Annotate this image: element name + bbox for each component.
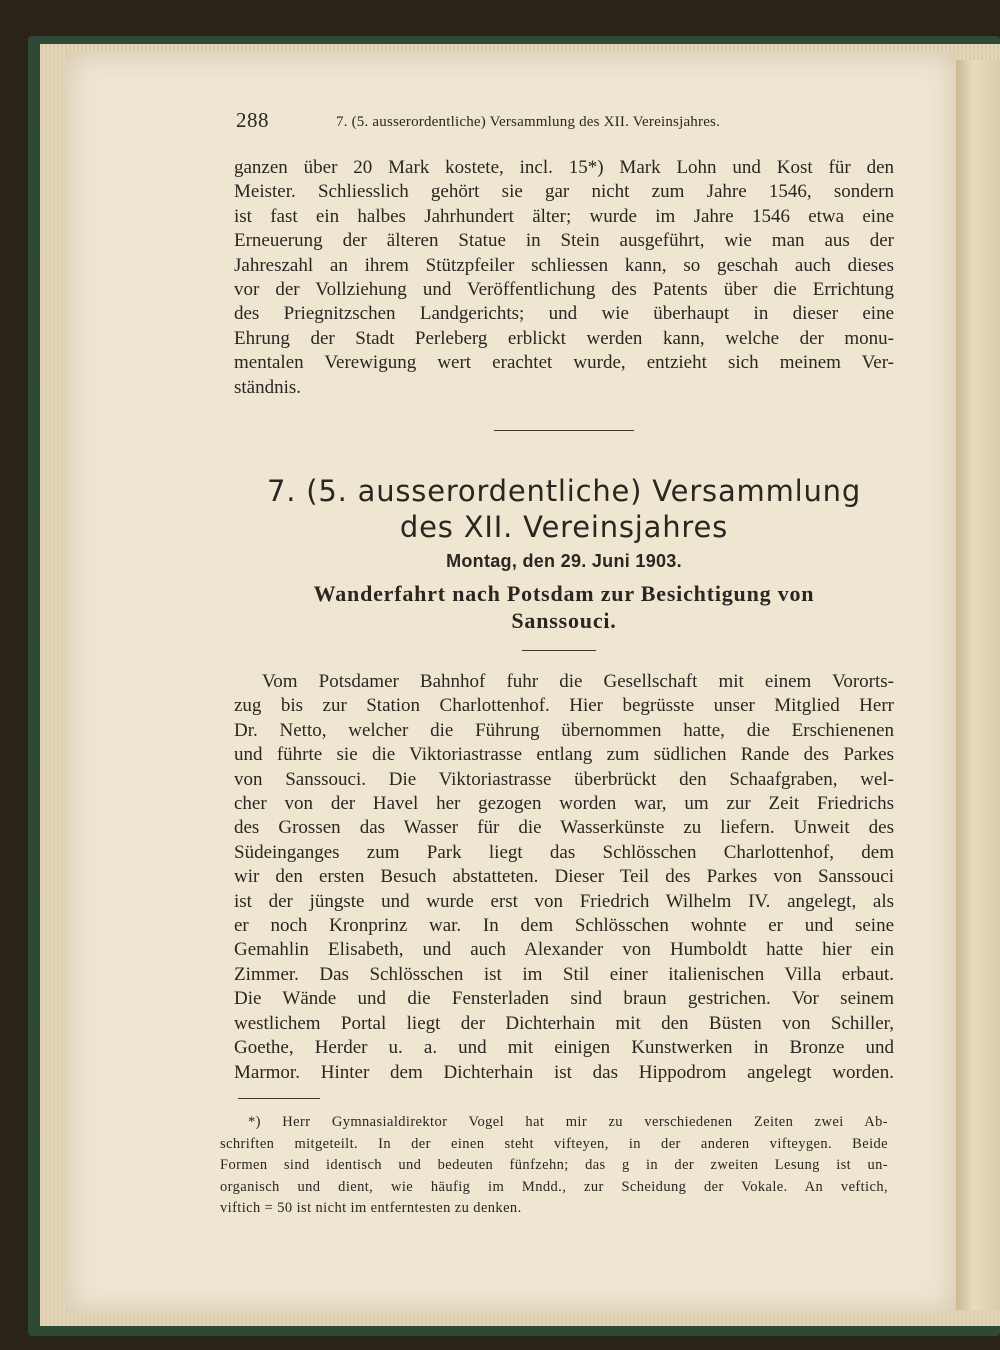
text-line: des Grossen das Wasser für die Wasserkünste zu liefern. Unweit des xyxy=(234,817,894,839)
page-number: 288 xyxy=(236,108,269,132)
running-head: 7. (5. ausserordentliche) Versammlung des XII. Vereinsjahres. xyxy=(336,114,721,130)
footnote-line: viftich = 50 ist nicht im entferntesten zu denken. xyxy=(220,1200,522,1216)
continuation-paragraph xyxy=(234,156,894,400)
text-line: westlichem Portal liegt der Dichterhain mit den Büsten von Schiller, xyxy=(234,1012,894,1034)
text-line: Erneuerung der älteren Statue in Stein ausgeführt, wie man aus der xyxy=(234,230,894,252)
text-line: Marmor. Hinter dem Dichterhain ist das Hippodrom angelegt worden. xyxy=(234,1061,894,1083)
text-line: er noch Kronprinz war. In dem Schlösschen wohnte er und seine xyxy=(234,915,894,937)
text-line: ganzen über 20 Mark kostete, incl. 15*) Mark Lohn und Kost für den xyxy=(234,157,894,178)
subtitle-line-1: Wanderfahrt nach Potsdam zur Besichtigung von xyxy=(313,581,815,606)
text-line: cher von der Havel her gezogen worden war, um zur Zeit Friedrichs xyxy=(234,793,894,815)
footnote-line: schriften mitgeteilt. In der einen steht vifteyen, in der anderen vifteygen. Beide xyxy=(220,1135,888,1152)
facing-page-edge xyxy=(956,60,1000,1310)
text-line: von Sanssouci. Die Viktoriastrasse überbrückt den Schaafgraben, wel- xyxy=(234,768,894,790)
text-line: vor der Vollziehung und Veröffentlichung des Patents über die Errichtung xyxy=(234,279,894,301)
text-line: Die Wände und die Fensterladen sind braun gestrichen. Vor seinem xyxy=(234,988,894,1010)
page-header xyxy=(236,108,896,138)
text-line: Ehrung der Stadt Perleberg erblickt werden kann, welche der monu- xyxy=(234,327,894,349)
footnote-line: *) Herr Gymnasialdirektor Vogel hat mir zu verschiedenen Zeiten zwei Ab- xyxy=(248,1114,888,1130)
text-line: Dr. Netto, welcher die Führung übernommen hatte, die Erschienenen xyxy=(234,719,894,741)
section-divider xyxy=(494,430,634,431)
text-line: ist fast ein halbes Jahrhundert älter; wurde im Jahre 1546 etwa eine xyxy=(234,205,894,227)
footnote-divider xyxy=(238,1098,320,1099)
text-line: des Priegnitzschen Landgerichts; und wie überhaupt in dieser eine xyxy=(234,303,894,325)
text-line: ist der jüngste und wurde erst von Friedrich Wilhelm IV. angelegt, als xyxy=(234,890,894,912)
text-line: Jahreszahl an ihrem Stützpfeiler schliessen kann, so geschah auch dieses xyxy=(234,254,894,276)
text-line: Meister. Schliesslich gehört sie gar nicht zum Jahre 1546, sondern xyxy=(234,181,894,203)
meeting-date: Montag, den 29. Juni 1903. xyxy=(446,551,682,571)
subtitle-divider xyxy=(522,650,596,651)
body-paragraph xyxy=(234,670,894,1085)
text-line: zug bis zur Station Charlottenhof. Hier begrüsste unser Mitglied Herr xyxy=(234,695,894,717)
text-line: Gemahlin Elisabeth, und auch Alexander von Humboldt hatte hier ein xyxy=(234,939,894,961)
subtitle-line-2: Sanssouci. xyxy=(511,608,617,633)
section-title-line-2: des XII. Vereinsjahres xyxy=(399,510,729,544)
text-line: ständnis. xyxy=(234,376,302,398)
section-subtitle xyxy=(234,580,894,634)
text-line: und führte sie die Viktoriastrasse entlang zum südlichen Rande des Parkes xyxy=(234,744,894,766)
text-line: Goethe, Herder u. a. und mit einigen Kunstwerken in Bronze und xyxy=(234,1037,894,1059)
footnote-line: Formen sind identisch und bedeuten fünfzehn; das g in der zweiten Lesung ist un- xyxy=(220,1157,888,1173)
text-line: wir den ersten Besuch abstatteten. Dieser Teil des Parkes von Sanssouci xyxy=(234,866,894,888)
text-line: mentalen Verewigung wert erachtet wurde, entzieht sich meinem Ver- xyxy=(234,352,894,374)
text-line: Südeinganges zum Park liegt das Schlösschen Charlottenhof, dem xyxy=(234,841,894,863)
footnote-line: organisch und dient, wie häufig im Mndd., zur Scheidung der Vokale. An veftich, xyxy=(220,1178,888,1195)
footnote xyxy=(220,1112,888,1220)
section-title-line-1: 7. (5. ausserordentliche) Versammlung xyxy=(266,474,862,508)
text-line: Vom Potsdamer Bahnhof fuhr die Gesellschaft mit einem Vororts- xyxy=(262,671,894,692)
text-line: Zimmer. Das Schlösschen ist im Stil einer italienischen Villa erbaut. xyxy=(234,963,894,985)
